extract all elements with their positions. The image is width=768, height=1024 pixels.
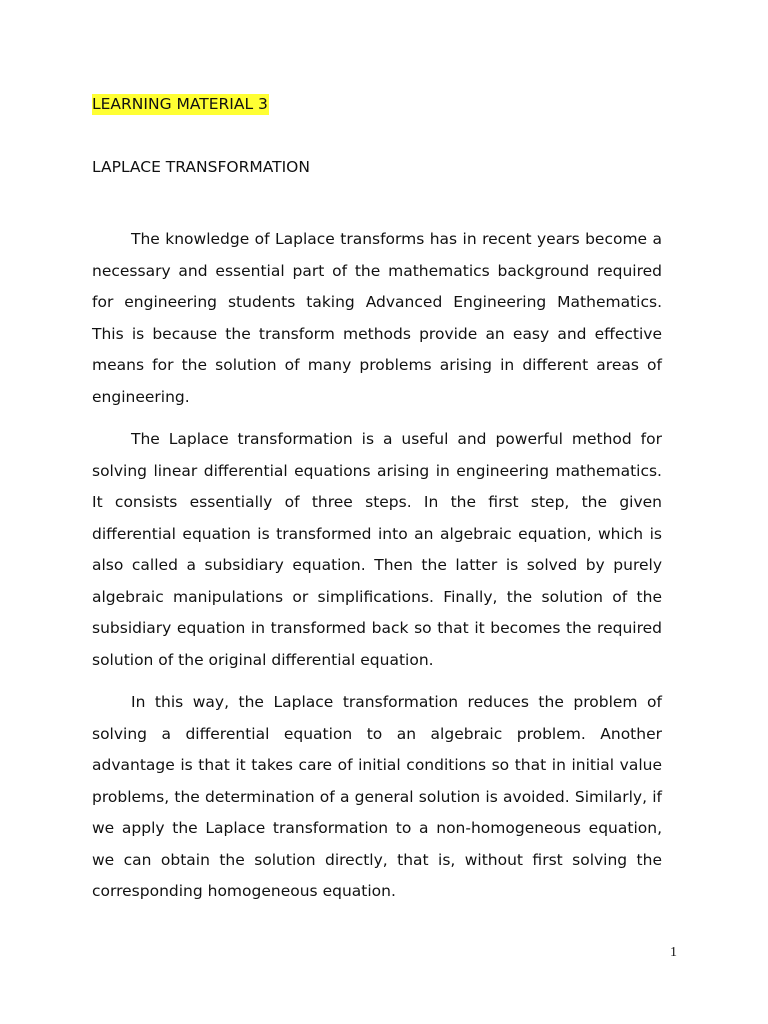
- page-number: 1: [670, 945, 677, 960]
- paragraph-method: The Laplace transformation is a useful and powerful method for solving linear differential equations arising in engineering mathematics. It consists essentially of three steps. In the first step, the given differential equation is transformed into an algebraic equation, which is also called a subsidiary equation. Then the latter is solved by purely algebraic manipulations or simplifications. Finally, the solution of the subsidiary equation in transformed back so that it becomes the required solution of the original differential equation.: [92, 430, 662, 669]
- learning-material-label: [92, 94, 269, 114]
- paragraph-advantages: In this way, the Laplace transformation reduces the problem of solving a differential equation to an algebraic problem. Another advantage is that it takes care of initial conditions so that in initial value problems, the determination of a general solution is avoided. Similarly, if we apply the Laplace transformation to a non-homogeneous equation, we can obtain the solution directly, that is, without first solving the corresponding homogeneous equation.: [92, 693, 662, 900]
- paragraph-intro: The knowledge of Laplace transforms has in recent years become a necessary and essential part of the mathematics background required for engineering students taking Advanced Engineering Mathematics. This is because the transform methods provide an easy and effective means for the solution of many problems arising in different areas of engineering.: [92, 230, 662, 406]
- section-title: LAPLACE TRANSFORMATION: [92, 158, 310, 176]
- highlighted-label-text: LEARNING MATERIAL 3: [92, 95, 268, 113]
